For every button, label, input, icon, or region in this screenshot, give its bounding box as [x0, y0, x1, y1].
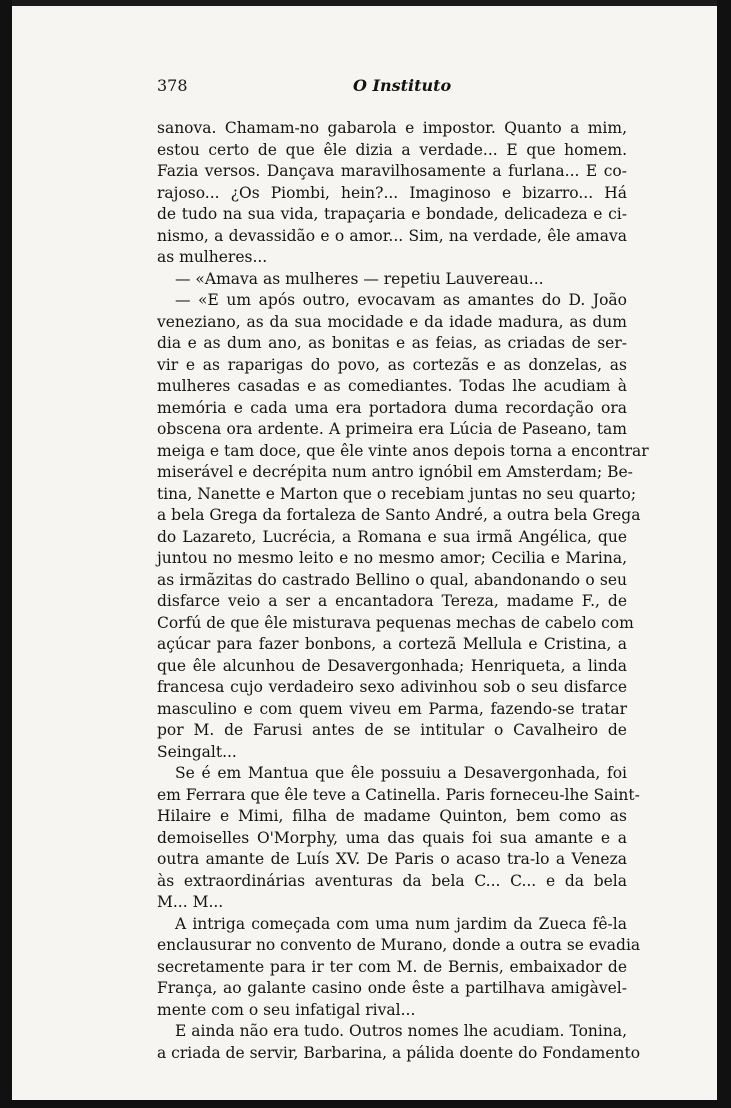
text-line: por M. de Farusi antes de se intitular o Cavalheiro de: [157, 721, 627, 739]
text-line: juntou no mesmo leito e no mesmo amor; Cecilia e Marina,: [157, 549, 627, 567]
text-line: tina, Nanette e Marton que o recebiam juntas no seu quarto;: [157, 484, 637, 503]
text-line: as irmãzitas do castrado Bellino o qual, abandonando o seu: [157, 570, 627, 589]
text-line: a bela Grega da fortaleza de Santo André, a outra bela Grega: [157, 506, 641, 524]
text-line: estou certo de que êle dizia a verdade... E que homem.: [157, 140, 627, 159]
text-line: sanova. Chamam-no gabarola e impostor. Quanto a mim,: [157, 119, 627, 137]
text-line: enclausurar no convento de Murano, donde a outra se evadia: [157, 936, 641, 954]
text-line: obscena ora ardente. A primeira era Lúcia de Paseano, tam: [157, 420, 627, 438]
text-line: demoiselles O'Morphy, uma das quais foi sua amante e a: [157, 828, 627, 847]
text-line: do Lazareto, Lucrécia, a Romana e sua irmã Angélica, que: [157, 527, 627, 546]
text-line: disfarce veio a ser a encantadora Tereza, madame F., de: [157, 592, 627, 610]
body-text: [157, 118, 649, 1064]
text-line: que êle alcunhou de Desavergonhada; Henriqueta, a linda: [157, 656, 627, 675]
text-line: mulheres casadas e as comediantes. Todas lhe acudiam à: [157, 377, 627, 395]
text-line: rajoso... ¿Os Piombi, hein?... Imaginoso e bizarro... Há: [157, 183, 627, 202]
page-header: [157, 76, 627, 102]
text-line: dia e as dum ano, as bonitas e as feias, as criadas de ser-: [157, 334, 627, 352]
text-line: a criada de servir, Barbarina, a pálida doente do Fondamento: [157, 1043, 641, 1062]
page-number: 378: [157, 76, 188, 95]
text-line: E ainda não era tudo. Outros nomes lhe acudiam. Tonina,: [175, 1022, 627, 1040]
text-line: vir e as raparigas do povo, as cortezãs e as donzelas, as: [157, 355, 627, 374]
text-line: em Ferrara que êle teve a Catinella. Paris forneceu-lhe Saint-: [157, 785, 640, 804]
text-line: outra amante de Luís XV. De Paris o acaso tra-lo a Veneza: [157, 850, 627, 868]
text-line: masculino e com quem viveu em Parma, fazendo-se tratar: [157, 699, 627, 718]
text-line: — «Amava as mulheres — repetiu Lauvereau...: [175, 269, 544, 288]
text-line: as mulheres...: [157, 248, 268, 266]
text-line: veneziano, as da sua mocidade e da idade madura, as dum: [157, 312, 627, 331]
scan-border-right: [717, 0, 731, 1108]
text-line: Hilaire e Mimi, filha de madame Quinton, bem como as: [157, 807, 627, 825]
scan-border-bottom: [0, 1100, 731, 1108]
scan-border-left: [0, 0, 12, 1108]
text-line: Corfú de que êle misturava pequenas mechas de cabelo com: [157, 613, 634, 632]
text-line: miserável e decrépita num antro ignóbil em Amsterdam; Be-: [157, 463, 633, 481]
text-line: Seingalt...: [157, 742, 237, 761]
text-line: francesa cujo verdadeiro sexo adivinhou sob o seu disfarce: [157, 678, 627, 696]
text-line: — «E um após outro, evocavam as amantes do D. João: [175, 291, 627, 309]
running-title: O Instituto: [353, 76, 452, 95]
text-line: A intriga começada com uma num jardim da Zueca fê-la: [175, 914, 627, 933]
text-line: meiga e tam doce, que êle vinte anos depois torna a encontrar: [157, 441, 649, 460]
text-line: mente com o seu infatigal rival...: [157, 1000, 416, 1019]
text-line: França, ao galante casino onde êste a partilhava amigàvel-: [157, 979, 627, 997]
text-line: Fazia versos. Dançava maravilhosamente a furlana... E co-: [157, 162, 627, 180]
text-line: às extraordinárias aventuras da bela C... C... e da bela: [157, 871, 627, 890]
text-line: memória e cada uma era portadora duma recordação ora: [157, 398, 627, 417]
text-line: nismo, a devassidão e o amor... Sim, na verdade, êle amava: [157, 226, 627, 245]
text-line: Se é em Mantua que êle possuiu a Desavergonhada, foi: [175, 764, 627, 782]
text-line: secretamente para ir ter com M. de Bernis, embaixador de: [157, 957, 627, 976]
text-line: de tudo na sua vida, trapaçaria e bondade, delicadeza e ci-: [157, 205, 627, 223]
text-line: açúcar para fazer bonbons, a cortezã Mellula e Cristina, a: [157, 635, 627, 653]
text-line: M... M...: [157, 893, 224, 911]
scan-border-top: [0, 0, 731, 6]
